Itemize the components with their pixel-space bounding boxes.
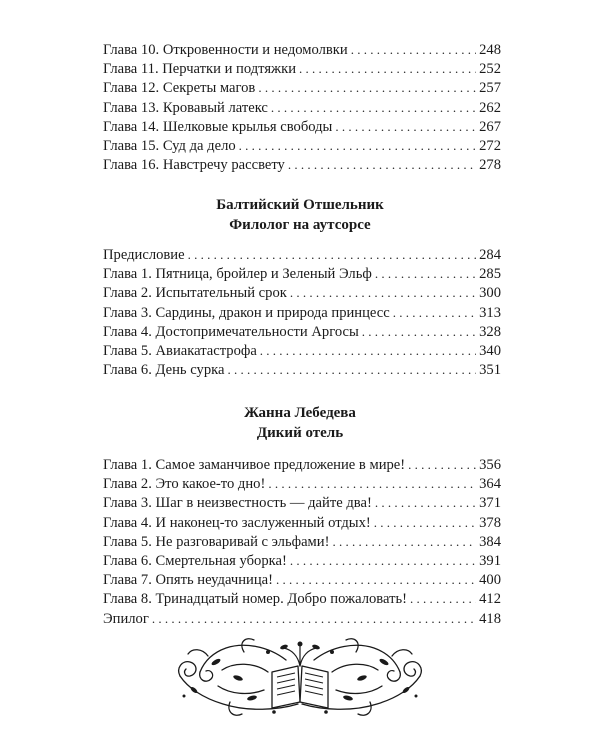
dot-leader <box>276 570 476 589</box>
toc-entry-page: 284 <box>479 247 501 263</box>
toc-entry-page: 371 <box>479 495 501 512</box>
toc-entry-title: Глава 4. И наконец-то заслуженный отдых! <box>103 514 371 531</box>
dot-leader <box>271 98 476 117</box>
toc-entry-title: Глава 4. Достопримечательности Аргосы <box>103 323 359 340</box>
toc-entry-title: Глава 6. Смертельная уборка! <box>103 552 287 569</box>
open-book-floral-ornament-icon <box>168 632 432 722</box>
toc-entry-page: 351 <box>479 362 501 379</box>
toc-entry[interactable] <box>103 493 501 512</box>
toc-entry-title: Глава 2. Это какое-то дно! <box>103 476 266 493</box>
toc-entry-page: 400 <box>479 572 501 589</box>
toc-entry-title: Глава 7. Опять неудачница! <box>103 572 273 589</box>
toc-entry-title: Глава 1. Пятница, бройлер и Зеленый Эльф <box>103 266 372 283</box>
toc-entry-title: Глава 6. День сурка <box>103 362 225 379</box>
toc-section-3 <box>103 455 501 628</box>
toc-entry-title: Глава 16. Навстречу рассвету <box>103 157 285 174</box>
dot-leader <box>239 136 476 155</box>
toc-entry-title: Глава 13. Кровавый латекс <box>103 99 268 116</box>
toc-entry-title: Глава 11. Перчатки и подтяжки <box>103 61 297 78</box>
toc-entry-title: Глава 1. Самое заманчивое предложение в мире! <box>103 457 406 473</box>
toc-entry[interactable] <box>103 78 501 97</box>
toc-entry-title: Глава 15. Суд да дело <box>103 137 236 154</box>
toc-section-2 <box>103 245 501 379</box>
dot-leader <box>268 474 476 493</box>
toc-entry-page: 285 <box>479 266 501 283</box>
toc-entry[interactable] <box>103 513 501 532</box>
toc-entry-page: 248 <box>479 42 501 58</box>
toc-entry-page: 313 <box>479 304 501 321</box>
toc-entry[interactable] <box>103 245 501 264</box>
dot-leader <box>290 283 476 302</box>
toc-entry-title: Глава 12. Секреты магов <box>103 80 256 97</box>
dot-leader <box>260 341 476 360</box>
dot-leader <box>227 360 476 379</box>
dot-leader <box>408 455 476 474</box>
toc-entry-page: 364 <box>479 476 501 493</box>
dot-leader <box>375 264 476 283</box>
toc-entry-page: 262 <box>479 99 501 116</box>
toc-entry-title: Эпилог <box>103 610 149 627</box>
toc-entry[interactable] <box>103 341 501 360</box>
toc-entry[interactable] <box>103 589 501 608</box>
section-author: Жанна Лебедева <box>244 405 356 421</box>
toc-entry-page: 378 <box>479 514 501 531</box>
toc-entry[interactable] <box>103 283 501 302</box>
toc-entry-page: 257 <box>479 80 501 97</box>
toc-entry-page: 278 <box>479 157 501 174</box>
toc-entry-title: Глава 10. Откровенности и недомолвки <box>103 42 348 58</box>
toc-entry-page: 418 <box>479 610 501 627</box>
toc-entry-page: 391 <box>479 552 501 569</box>
toc-entry[interactable] <box>103 360 501 379</box>
toc-entry-page: 252 <box>479 61 501 78</box>
section-book-title: Дикий отель <box>256 425 344 441</box>
dot-leader <box>288 155 476 174</box>
toc-entry-title: Глава 2. Испытательный срок <box>103 285 287 302</box>
toc-entry[interactable] <box>103 59 501 78</box>
toc-entry[interactable] <box>103 303 501 322</box>
dot-leader <box>335 117 476 136</box>
toc-entry[interactable] <box>103 455 501 474</box>
toc-entry-page: 384 <box>479 533 501 550</box>
dot-leader <box>375 493 476 512</box>
toc-entry[interactable] <box>103 551 501 570</box>
toc-entry[interactable] <box>103 532 501 551</box>
toc-section-1 <box>103 40 501 174</box>
toc-entry-page: 340 <box>479 342 501 359</box>
toc-entry-title: Глава 8. Тринадцатый номер. Добро пожаловать! <box>103 591 408 608</box>
toc-entry[interactable] <box>103 474 501 493</box>
toc-entry[interactable] <box>103 570 501 589</box>
section-author: Балтийский Отшельник <box>216 197 384 213</box>
dot-leader <box>299 59 476 78</box>
dot-leader <box>290 551 476 570</box>
toc-entry[interactable] <box>103 40 501 59</box>
dot-leader <box>258 78 476 97</box>
toc-entry-title: Предисловие <box>103 247 185 263</box>
toc-entry[interactable] <box>103 98 501 117</box>
toc-entry-page: 272 <box>479 137 501 154</box>
dot-leader <box>362 322 476 341</box>
toc-entry-page: 412 <box>479 591 501 608</box>
dot-leader <box>410 589 476 608</box>
toc-entry-page: 328 <box>479 323 501 340</box>
toc-entry-title: Глава 5. Не разговаривай с эльфами! <box>103 533 330 550</box>
toc-entry-title: Глава 5. Авиакатастрофа <box>103 342 257 359</box>
toc-entry[interactable] <box>103 264 501 283</box>
dot-leader <box>188 245 477 264</box>
toc-entry-title: Глава 3. Шаг в неизвестность — дайте два! <box>103 495 372 512</box>
toc-entry[interactable] <box>103 155 501 174</box>
toc-entry-title: Глава 14. Шелковые крылья свободы <box>103 118 333 135</box>
dot-leader <box>332 532 476 551</box>
dot-leader <box>374 513 476 532</box>
toc-entry-title: Глава 3. Сардины, дракон и природа принцесс <box>103 304 390 321</box>
toc-entry[interactable] <box>103 117 501 136</box>
dot-leader <box>393 303 476 322</box>
toc-entry-page: 267 <box>479 118 501 135</box>
toc-entry-page: 356 <box>479 457 501 473</box>
dot-leader <box>152 609 476 628</box>
toc-entry[interactable] <box>103 136 501 155</box>
toc-entry-page: 300 <box>479 285 501 302</box>
dot-leader <box>351 40 476 59</box>
section-book-title: Филолог на аутсорсе <box>229 217 371 233</box>
toc-entry[interactable] <box>103 609 501 628</box>
toc-entry[interactable] <box>103 322 501 341</box>
